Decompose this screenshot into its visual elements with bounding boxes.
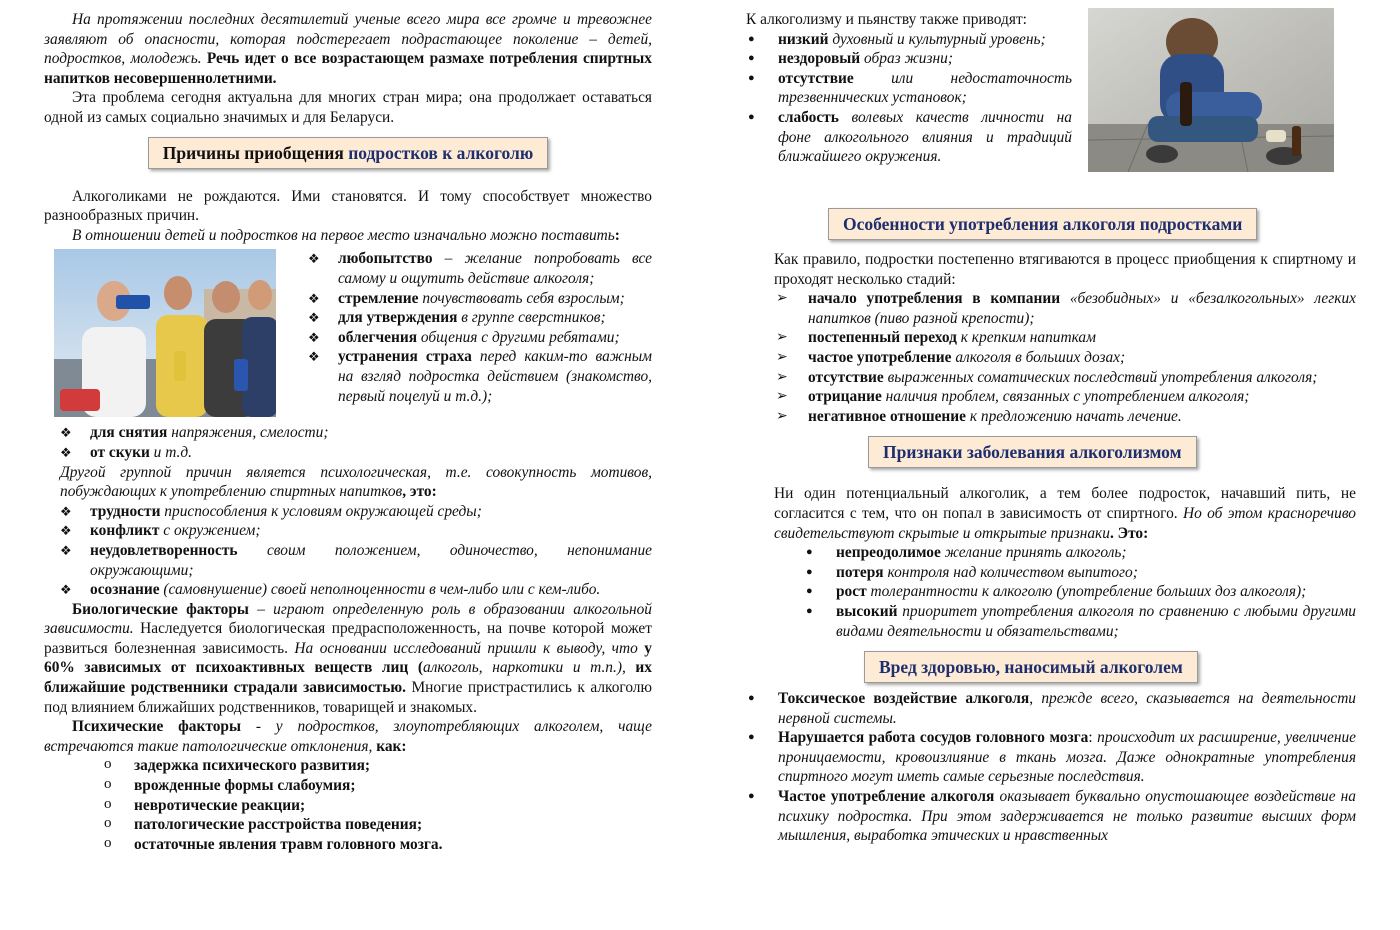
right-column	[746, 10, 1356, 846]
list-item: ❖ для снятия напряжения, смелости;	[60, 423, 652, 443]
list-item: ● отсутствие или недостаточность трезвеннических установок;	[746, 69, 1072, 108]
paragraph-stages: Как правило, подростки постепенно втягиваются в процесс приобщения к спиртному и проходят несколько стадий:	[774, 251, 1356, 288]
list-item: ➢ отрицание наличия проблем, связанных с употреблением алкоголя;	[776, 387, 1356, 407]
section-header-harm: Вред здоровью, наносимый алкоголем	[864, 651, 1198, 683]
reasons-list-2	[60, 423, 652, 462]
paragraph-also-leads: К алкоголизму и пьянству также приводят:	[746, 11, 1027, 28]
photo-icon	[54, 249, 276, 417]
list-item: ❖ трудности приспособления к условиям окружающей среды;	[60, 502, 652, 522]
section-header-signs: Признаки заболевания алкоголизмом	[868, 436, 1197, 468]
paragraph-alcoholics: Алкоголиками не рождаются. Ими становятся. И тому способствует множество разнообразных причин.	[44, 187, 652, 225]
paragraph-biological: Биологические факторы – играют определенную роль в образовании алкогольной зависимости. Наследуется биологическая предрасположенность, на почве которой может развиться болезненная зависимость. На основании исследований пришли к выводу, что у 60% зависимых от психоактивных веществ лиц (алкоголь, наркотики и т.п.), их ближайшие родственники страдали зависимостью. Многие пристрастились к алкоголю под влиянием ближайших родственников, товарищей и знакомых.	[44, 600, 652, 716]
paragraph-mental: Психические факторы - у подростков, злоупотребляющих алкоголем, чаще встречаются такие патологические отклонения, как:	[44, 718, 652, 755]
list-item: ● Токсическое воздействие алкоголя, прежде всего, сказывается на деятельности нервной системы.	[746, 689, 1356, 728]
signs-list	[804, 543, 1356, 641]
list-item: ● нездоровый образ жизни;	[746, 49, 1072, 69]
list-item: o невротические реакции;	[102, 796, 652, 816]
harm-list	[746, 689, 1356, 846]
photo-icon	[1088, 8, 1334, 172]
reasons-list	[308, 249, 652, 406]
list-item: ❖ устранения страха перед каким-то важным на взгляд подростка действием (знакомство, первый поцелуй и т.д.);	[308, 347, 652, 406]
list-item: ● рост толерантности к алкоголю (употребление больших доз алкоголя);	[804, 582, 1356, 602]
top-text-block	[746, 10, 1072, 167]
psychological-list	[60, 502, 652, 600]
list-item: ❖ любопытство – желание попробовать все самому и ощутить действие алкоголя;	[308, 249, 652, 288]
list-item: ❖ осознание (самовнушение) своей неполноценности в чем-либо или с кем-либо.	[60, 580, 652, 600]
teens-drinking-photo	[54, 249, 276, 417]
intro-paragraph: На протяжении последних десятилетий ученые всего мира все громче и тревожнее заявляют об опасности, которая подстерегает подрастающее поколение – детей, подростков, молодежь. Речь идет о все возрастающем размахе потребления спиртных напитков несовершеннолетними.	[44, 11, 653, 87]
list-item: ➢ негативное отношение к предложению начать лечение.	[776, 407, 1356, 427]
list-item: ● высокий приоритет употребления алкоголя по сравнению с любыми другими видами деятельности и обязательствами;	[804, 602, 1356, 641]
list-item: ❖ для утверждения в группе сверстников;	[308, 308, 652, 328]
intro-paragraph-2: Эта проблема сегодня актуальна для многих стран мира; она продолжает оставаться одной из самых социально значимых и для Беларуси.	[44, 89, 652, 126]
list-item: ● низкий духовный и культурный уровень;	[746, 30, 1072, 50]
paragraph-psychological: Другой группой причин является психологическая, т.е. совокупность мотивов, побуждающих к употреблению спиртных напитков, это:	[60, 463, 652, 501]
list-item: ❖ от скуки и т.д.	[60, 443, 652, 463]
list-item: o остаточные явления травм головного мозга.	[102, 835, 652, 855]
mental-list	[102, 756, 652, 854]
list-item: ● непреодолимое желание принять алкоголь;	[804, 543, 1356, 563]
list-item: ● слабость волевых качеств личности на фоне алкогольного влияния и традиций ближайшего окружения.	[746, 108, 1072, 167]
paragraph-first-place: В отношении детей и подростков на первое место изначально можно поставить:	[72, 226, 620, 244]
list-item: o врожденные формы слабоумия;	[102, 776, 652, 796]
list-item: ➢ начало употребления в компании «безобидных» и «безалкогольных» легких напитков (пиво разной крепости);	[776, 289, 1356, 328]
section-header-features: Особенности употребления алкоголя подростками	[828, 208, 1257, 240]
list-item: o задержка психического развития;	[102, 756, 652, 776]
list-item: ➢ частое употребление алкоголя в больших дозах;	[776, 348, 1356, 368]
sad-teen-photo	[1088, 8, 1334, 172]
list-item: ● Нарушается работа сосудов головного мозга: происходит их расширение, увеличение проницаемости, кровоизлияние в ткань мозга. Даже однократные употребления спиртного могут иметь самые серьезные последствия.	[746, 728, 1356, 787]
list-item: ❖ стремление почувствовать себя взрослым;	[308, 289, 652, 309]
top-list	[746, 30, 1072, 167]
list-item: ❖ неудовлетворенность своим положением, одиночество, непонимание окружающими;	[60, 541, 652, 580]
list-item: o патологические расстройства поведения;	[102, 815, 652, 835]
list-item: ❖ конфликт с окружением;	[60, 521, 652, 541]
list-item: ● потеря контроля над количеством выпитого;	[804, 563, 1356, 583]
list-item: ➢ отсутствие выраженных соматических последствий употребления алкоголя;	[776, 368, 1356, 388]
list-item: ➢ постепенный переход к крепким напиткам	[776, 328, 1356, 348]
left-column	[44, 10, 652, 854]
section-header-causes: Причины приобщения подростков к алкоголю	[148, 137, 548, 169]
list-item: ❖ облегчения общения с другими ребятами;	[308, 328, 652, 348]
paragraph-signs: Ни один потенциальный алкоголик, а тем более подросток, начавший пить, не согласится с тем, что он попал в зависимость от спиртного. Но об этом красноречиво свидетельствуют скрытые и открытые признаки. Это:	[774, 485, 1357, 542]
list-item: ● Частое употребление алкоголя оказывает буквально опустошающее воздействие на психику подростка. При этом задерживается не только развитие высших форм мышления, выработка этических и нравственных	[746, 787, 1356, 846]
stages-list	[776, 289, 1356, 426]
